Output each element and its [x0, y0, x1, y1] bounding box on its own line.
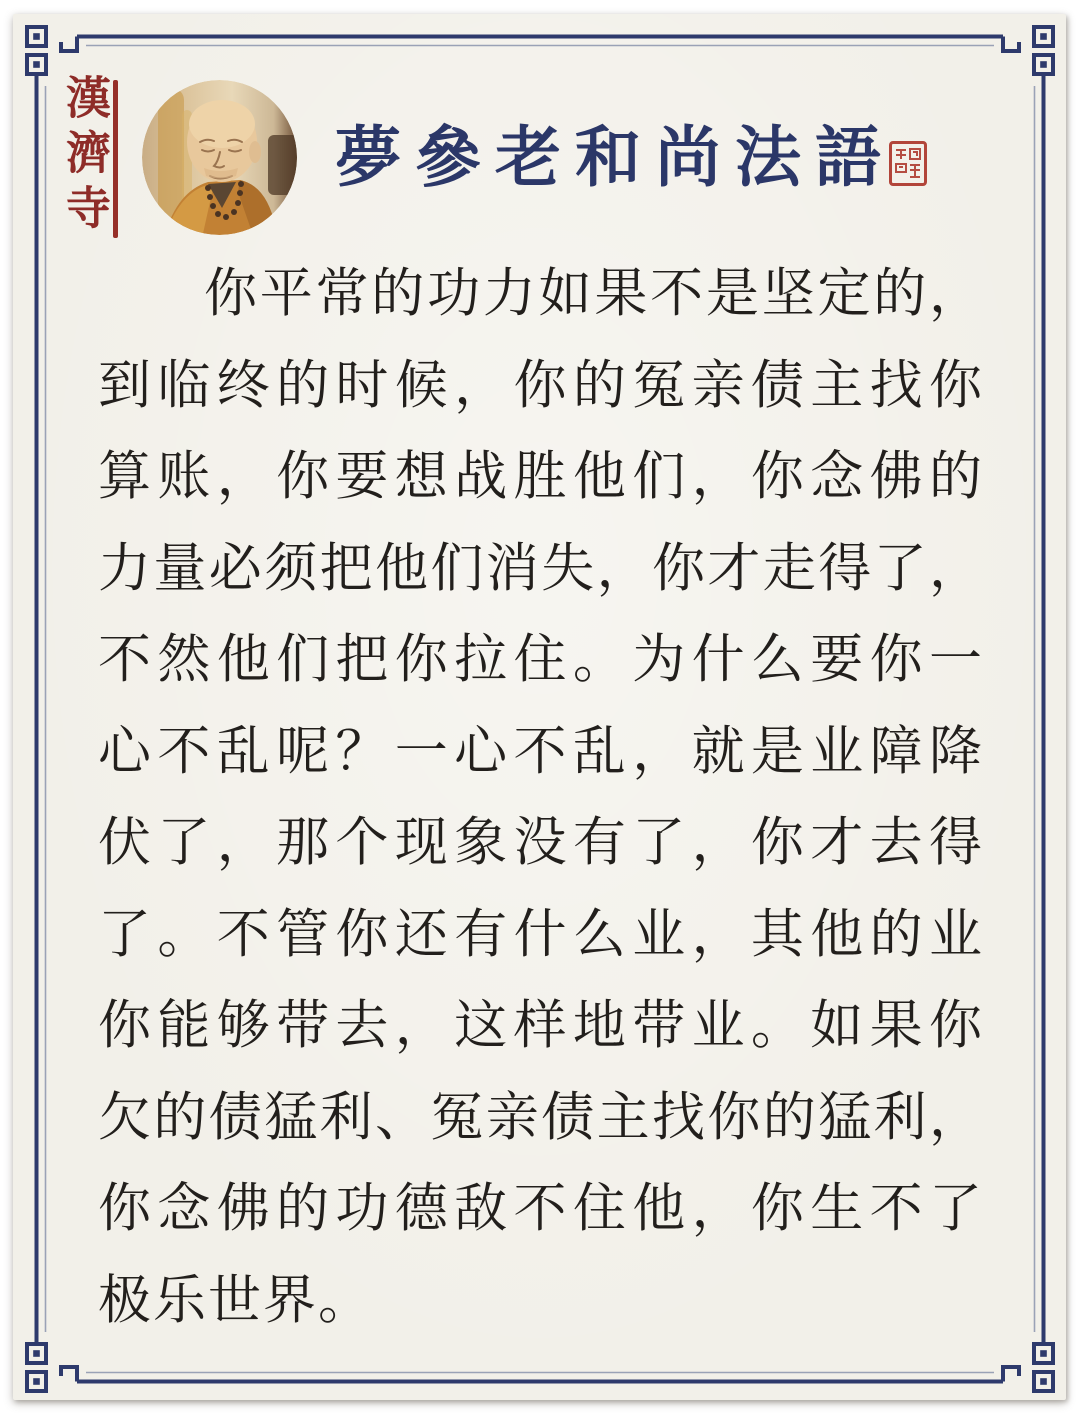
elderly-monk-circular-photo-icon	[142, 80, 297, 235]
quote-line: 了。不管你还有什么业，其他的业	[98, 903, 984, 965]
quote-line: 力量必须把他们消失，你才走得了，	[98, 537, 984, 599]
quote-line: 算账，你要想战胜他们，你念佛的	[98, 446, 984, 507]
monk-portrait-photo	[142, 80, 297, 235]
red-seal-stamp-icon	[889, 141, 927, 186]
quote-line: 到临终的时候，你的冤亲债主找你	[98, 354, 984, 416]
red-divider-line	[113, 80, 118, 238]
page-title: 夢參老和尚法語	[335, 118, 895, 196]
quote-line: 极乐世界。	[98, 1269, 373, 1331]
quote-line: 不然他们把你拉住。为什么要你一	[98, 629, 984, 690]
quote-line: 你能够带去，这样地带业。如果你	[98, 995, 984, 1056]
dharma-quote-text	[98, 248, 984, 1346]
quote-line: 你平常的功力如果不是坚定的，	[204, 263, 984, 324]
quote-line: 你念佛的功德敌不住他，你生不了	[98, 1178, 984, 1239]
quote-line: 心不乱呢？一心不乱，就是业障降	[98, 720, 984, 782]
temple-name: 漢濟寺	[58, 74, 111, 239]
quote-line: 伏了，那个现象没有了，你才去得	[98, 812, 984, 873]
quote-line: 欠的债猛利、冤亲债主找你的猛利，	[98, 1086, 984, 1148]
